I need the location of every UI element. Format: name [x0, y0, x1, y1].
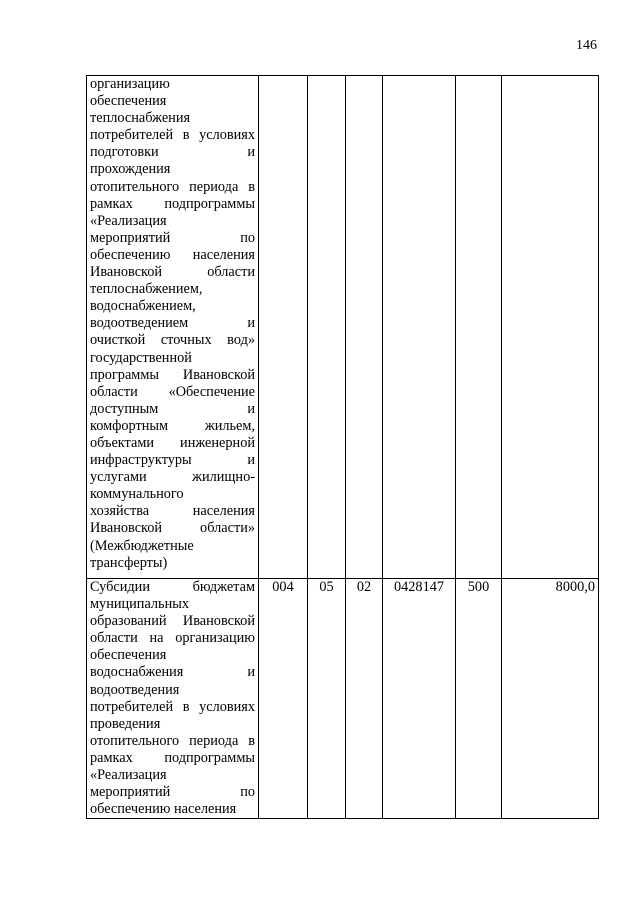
description-line: водоотведения	[90, 681, 180, 698]
description-line: рамках подпрограммы	[90, 749, 255, 766]
description-line: обеспечения	[90, 93, 167, 110]
description-line: доступным и	[90, 400, 255, 417]
description-line: организацию	[90, 76, 170, 92]
table-row	[87, 579, 599, 819]
description-line: (Межбюджетные	[90, 537, 194, 554]
description-line: теплоснабжением,	[90, 281, 203, 298]
description-line: хозяйства населения	[90, 503, 255, 520]
description-line: области «Обеспечение	[90, 383, 255, 400]
description-line: Ивановской области»	[90, 520, 255, 537]
description-line: обеспечению населения	[90, 246, 255, 263]
description-line: услугами жилищно-	[90, 469, 255, 486]
description-line: рамках подпрограммы	[90, 195, 255, 212]
description-line: прохождения	[90, 161, 171, 178]
section-cell: 05	[308, 579, 346, 819]
amount-cell	[502, 76, 599, 579]
description-line: мероприятий по	[90, 229, 255, 246]
description-line: мероприятий по	[90, 784, 255, 801]
description-line: отопительного периода в	[90, 732, 255, 749]
subsection-cell	[346, 76, 383, 579]
description-line: трансферты)	[90, 554, 168, 571]
expense-type-cell	[456, 76, 502, 579]
expense-type-cell: 500	[456, 579, 502, 819]
page-number: 146	[576, 38, 597, 53]
description-line: программы Ивановской	[90, 366, 255, 383]
ministry-code-cell: 004	[259, 579, 308, 819]
description-line: «Реализация	[90, 767, 167, 784]
description-line: проведения	[90, 715, 161, 732]
ministry-code-cell	[259, 76, 308, 579]
description-line: инфраструктуры и	[90, 452, 255, 469]
subsection-cell: 02	[346, 579, 383, 819]
description-line: муниципальных	[90, 596, 189, 613]
amount-cell: 8000,0	[502, 579, 599, 819]
description-line: водоснабжением,	[90, 298, 196, 315]
description-line: объектами инженерной	[90, 434, 255, 451]
description-line: обеспечению населения	[90, 801, 237, 818]
description-line: «Реализация	[90, 212, 167, 229]
description-line: водоснабжения и	[90, 664, 255, 681]
description-line: государственной	[90, 349, 192, 366]
description-line: очисткой сточных вод»	[90, 332, 255, 349]
description-line: области на организацию	[90, 630, 255, 647]
description-line: коммунального	[90, 486, 184, 503]
description-line: подготовки и	[90, 144, 255, 161]
description-line: Субсидии бюджетам	[90, 579, 255, 595]
description-line: потребителей в условиях	[90, 127, 255, 144]
description-line: водоотведением и	[90, 315, 255, 332]
description-line: Ивановской области	[90, 264, 255, 281]
description-line: образований Ивановской	[90, 613, 255, 630]
row-description	[87, 76, 259, 579]
target-article-cell: 0428147	[383, 579, 456, 819]
description-line: обеспечения	[90, 647, 167, 664]
description-line: теплоснабжения	[90, 110, 191, 127]
row-description	[87, 579, 259, 819]
target-article-cell	[383, 76, 456, 579]
description-line: потребителей в условиях	[90, 698, 255, 715]
budget-table	[86, 75, 599, 819]
table-row	[87, 76, 599, 579]
section-cell	[308, 76, 346, 579]
description-line: комфортным жильем,	[90, 417, 255, 434]
description-line: отопительного периода в	[90, 178, 255, 195]
